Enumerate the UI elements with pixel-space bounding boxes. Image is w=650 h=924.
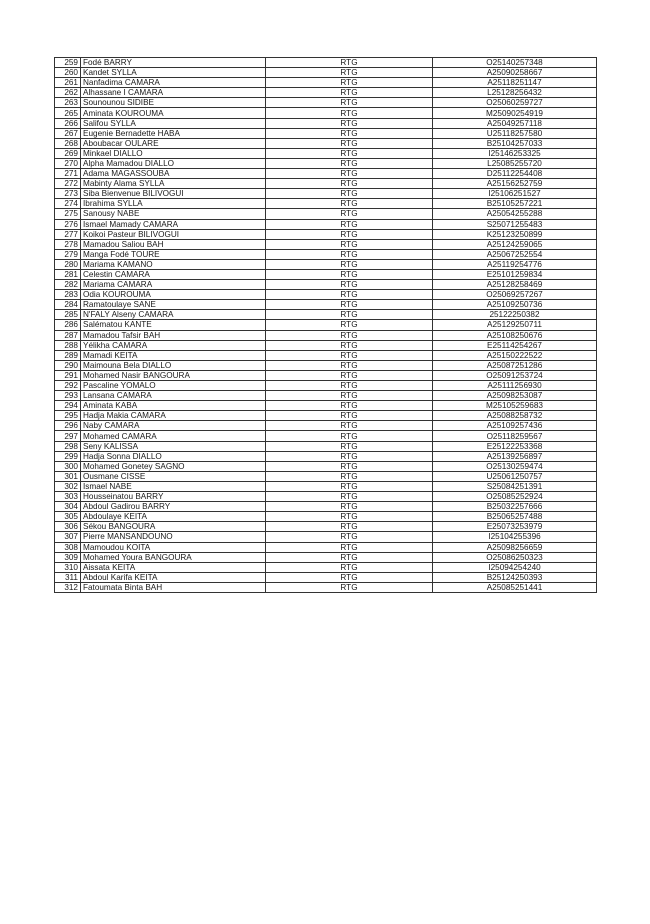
reference-code: A25124259065 bbox=[433, 239, 597, 249]
row-number: 304 bbox=[55, 502, 81, 512]
table-row bbox=[55, 209, 597, 219]
row-number: 280 bbox=[55, 259, 81, 269]
row-number: 305 bbox=[55, 512, 81, 522]
table-row bbox=[55, 128, 597, 138]
status-code: RTG bbox=[266, 522, 433, 532]
person-name: Aissata KEITA bbox=[81, 562, 266, 572]
reference-code: A25090258667 bbox=[433, 68, 597, 78]
reference-code: A25156252759 bbox=[433, 179, 597, 189]
reference-code: O25069257267 bbox=[433, 290, 597, 300]
reference-code: B25065257488 bbox=[433, 512, 597, 522]
person-name: Mamadou Tafsir BAH bbox=[81, 330, 266, 340]
person-name: Hadja Sonna DIALLO bbox=[81, 451, 266, 461]
status-code: RTG bbox=[266, 340, 433, 350]
reference-code: K25123250899 bbox=[433, 229, 597, 239]
row-number: 298 bbox=[55, 441, 81, 451]
status-code: RTG bbox=[266, 88, 433, 98]
person-name: Ibrahima SYLLA bbox=[81, 199, 266, 209]
status-code: RTG bbox=[266, 78, 433, 88]
person-name: Abdoul Gadirou BARRY bbox=[81, 502, 266, 512]
roster-table-body bbox=[55, 58, 597, 593]
status-code: RTG bbox=[266, 219, 433, 229]
row-number: 263 bbox=[55, 98, 81, 108]
status-code: RTG bbox=[266, 269, 433, 279]
person-name: Ousmane CISSE bbox=[81, 471, 266, 481]
row-number: 269 bbox=[55, 148, 81, 158]
reference-code: U25118257580 bbox=[433, 128, 597, 138]
table-row bbox=[55, 431, 597, 441]
table-row bbox=[55, 421, 597, 431]
table-row bbox=[55, 189, 597, 199]
row-number: 312 bbox=[55, 582, 81, 592]
table-row bbox=[55, 229, 597, 239]
reference-code: E25114254267 bbox=[433, 340, 597, 350]
table-row bbox=[55, 300, 597, 310]
table-row bbox=[55, 148, 597, 158]
table-row bbox=[55, 502, 597, 512]
person-name: Sanousy NABE bbox=[81, 209, 266, 219]
status-code: RTG bbox=[266, 411, 433, 421]
table-row bbox=[55, 118, 597, 128]
table-row bbox=[55, 108, 597, 118]
reference-code: M25105259683 bbox=[433, 401, 597, 411]
table-row bbox=[55, 219, 597, 229]
reference-code: O25130259474 bbox=[433, 461, 597, 471]
person-name: Celestin CAMARA bbox=[81, 269, 266, 279]
status-code: RTG bbox=[266, 300, 433, 310]
table-row bbox=[55, 98, 597, 108]
row-number: 296 bbox=[55, 421, 81, 431]
status-code: RTG bbox=[266, 189, 433, 199]
reference-code: A25054255288 bbox=[433, 209, 597, 219]
person-name: Aminata KABA bbox=[81, 401, 266, 411]
row-number: 295 bbox=[55, 411, 81, 421]
reference-code: A25087251286 bbox=[433, 360, 597, 370]
person-name: Salématou KANTE bbox=[81, 320, 266, 330]
reference-code: A25139256897 bbox=[433, 451, 597, 461]
status-code: RTG bbox=[266, 118, 433, 128]
table-row bbox=[55, 360, 597, 370]
row-number: 299 bbox=[55, 451, 81, 461]
row-number: 308 bbox=[55, 542, 81, 552]
person-name: Mohamed CAMARA bbox=[81, 431, 266, 441]
status-code: RTG bbox=[266, 461, 433, 471]
row-number: 310 bbox=[55, 562, 81, 572]
status-code: RTG bbox=[266, 320, 433, 330]
person-name: N'FALY Alseny CAMARA bbox=[81, 310, 266, 320]
person-name: Manga Fodé TOURE bbox=[81, 249, 266, 259]
row-number: 283 bbox=[55, 290, 81, 300]
table-row bbox=[55, 381, 597, 391]
row-number: 292 bbox=[55, 381, 81, 391]
reference-code: E25101259834 bbox=[433, 269, 597, 279]
table-row bbox=[55, 88, 597, 98]
status-code: RTG bbox=[266, 350, 433, 360]
table-row bbox=[55, 471, 597, 481]
row-number: 275 bbox=[55, 209, 81, 219]
reference-code: O25140257348 bbox=[433, 58, 597, 68]
row-number: 277 bbox=[55, 229, 81, 239]
reference-code: A25088258732 bbox=[433, 411, 597, 421]
person-name: Maimouna Bela DIALLO bbox=[81, 360, 266, 370]
reference-code: A25118251147 bbox=[433, 78, 597, 88]
row-number: 281 bbox=[55, 269, 81, 279]
status-code: RTG bbox=[266, 481, 433, 491]
person-name: Kandet SYLLA bbox=[81, 68, 266, 78]
status-code: RTG bbox=[266, 582, 433, 592]
status-code: RTG bbox=[266, 239, 433, 249]
person-name: Naby CAMARA bbox=[81, 421, 266, 431]
person-name: Mohamed Gonetey SAGNO bbox=[81, 461, 266, 471]
row-number: 297 bbox=[55, 431, 81, 441]
reference-code: M25090254919 bbox=[433, 108, 597, 118]
person-name: Eugenie Bernadette HABA bbox=[81, 128, 266, 138]
person-name: Mariama KAMANO bbox=[81, 259, 266, 269]
person-name: Housseinatou BARRY bbox=[81, 492, 266, 502]
table-row bbox=[55, 340, 597, 350]
status-code: RTG bbox=[266, 169, 433, 179]
status-code: RTG bbox=[266, 280, 433, 290]
reference-code: B25124250393 bbox=[433, 572, 597, 582]
person-name: Abdoul Karifa KEITA bbox=[81, 572, 266, 582]
table-row bbox=[55, 512, 597, 522]
person-name: Alpha Mamadou DIALLO bbox=[81, 158, 266, 168]
status-code: RTG bbox=[266, 391, 433, 401]
person-name: Aboubacar OULARE bbox=[81, 138, 266, 148]
table-row bbox=[55, 249, 597, 259]
reference-code: O25060259727 bbox=[433, 98, 597, 108]
row-number: 288 bbox=[55, 340, 81, 350]
person-name: Yélikha CAMARA bbox=[81, 340, 266, 350]
table-row bbox=[55, 158, 597, 168]
row-number: 285 bbox=[55, 310, 81, 320]
table-row bbox=[55, 522, 597, 532]
reference-code: A25129250711 bbox=[433, 320, 597, 330]
status-code: RTG bbox=[266, 542, 433, 552]
status-code: RTG bbox=[266, 441, 433, 451]
person-name: Koikoi Pasteur BILIVOGUI bbox=[81, 229, 266, 239]
row-number: 311 bbox=[55, 572, 81, 582]
table-row bbox=[55, 290, 597, 300]
person-name: Mariama CAMARA bbox=[81, 280, 266, 290]
row-number: 306 bbox=[55, 522, 81, 532]
status-code: RTG bbox=[266, 381, 433, 391]
person-name: Salifou SYLLA bbox=[81, 118, 266, 128]
status-code: RTG bbox=[266, 148, 433, 158]
reference-code: B25105257221 bbox=[433, 199, 597, 209]
reference-code: 25122250382 bbox=[433, 310, 597, 320]
person-name: Mabinty Alama SYLLA bbox=[81, 179, 266, 189]
reference-code: A25128258469 bbox=[433, 280, 597, 290]
table-row bbox=[55, 461, 597, 471]
person-name: Pierre MANSANDOUNO bbox=[81, 532, 266, 542]
person-name: Mamadou Saliou BAH bbox=[81, 239, 266, 249]
row-number: 265 bbox=[55, 108, 81, 118]
reference-code: I25106251527 bbox=[433, 189, 597, 199]
row-number: 266 bbox=[55, 118, 81, 128]
person-name: Hadja Makia CAMARA bbox=[81, 411, 266, 421]
reference-code: A25049257118 bbox=[433, 118, 597, 128]
row-number: 290 bbox=[55, 360, 81, 370]
reference-code: L25128256432 bbox=[433, 88, 597, 98]
person-name: Ramatoulaye SANE bbox=[81, 300, 266, 310]
reference-code: E25073253979 bbox=[433, 522, 597, 532]
person-name: Mamadi KEITA bbox=[81, 350, 266, 360]
status-code: RTG bbox=[266, 249, 433, 259]
reference-code: B25032257666 bbox=[433, 502, 597, 512]
status-code: RTG bbox=[266, 179, 433, 189]
row-number: 286 bbox=[55, 320, 81, 330]
row-number: 303 bbox=[55, 492, 81, 502]
table-row bbox=[55, 169, 597, 179]
table-row bbox=[55, 572, 597, 582]
reference-code: A25067252554 bbox=[433, 249, 597, 259]
row-number: 273 bbox=[55, 189, 81, 199]
table-row bbox=[55, 451, 597, 461]
status-code: RTG bbox=[266, 431, 433, 441]
table-row bbox=[55, 441, 597, 451]
person-name: Odia KOUROUMA bbox=[81, 290, 266, 300]
reference-code: O25085252924 bbox=[433, 492, 597, 502]
table-row bbox=[55, 199, 597, 209]
person-name: Fatoumata Binta BAH bbox=[81, 582, 266, 592]
person-name: Ismael Mamady CAMARA bbox=[81, 219, 266, 229]
reference-code: A25119254776 bbox=[433, 259, 597, 269]
table-row bbox=[55, 58, 597, 68]
table-row bbox=[55, 542, 597, 552]
row-number: 262 bbox=[55, 88, 81, 98]
row-number: 278 bbox=[55, 239, 81, 249]
reference-code: D25112254408 bbox=[433, 169, 597, 179]
table-row bbox=[55, 68, 597, 78]
table-row bbox=[55, 320, 597, 330]
person-name: Ismael NABE bbox=[81, 481, 266, 491]
reference-code: E25122253368 bbox=[433, 441, 597, 451]
row-number: 291 bbox=[55, 370, 81, 380]
row-number: 307 bbox=[55, 532, 81, 542]
table-row bbox=[55, 310, 597, 320]
status-code: RTG bbox=[266, 572, 433, 582]
reference-code: L25085255720 bbox=[433, 158, 597, 168]
table-row bbox=[55, 562, 597, 572]
table-row bbox=[55, 391, 597, 401]
row-number: 270 bbox=[55, 158, 81, 168]
status-code: RTG bbox=[266, 330, 433, 340]
row-number: 302 bbox=[55, 481, 81, 491]
reference-code: A25150222522 bbox=[433, 350, 597, 360]
reference-code: A25108250676 bbox=[433, 330, 597, 340]
row-number: 294 bbox=[55, 401, 81, 411]
status-code: RTG bbox=[266, 98, 433, 108]
status-code: RTG bbox=[266, 451, 433, 461]
row-number: 274 bbox=[55, 199, 81, 209]
reference-code: A25098253087 bbox=[433, 391, 597, 401]
person-name: Minkael DIALLO bbox=[81, 148, 266, 158]
person-name: Seny KALISSA bbox=[81, 441, 266, 451]
status-code: RTG bbox=[266, 199, 433, 209]
row-number: 293 bbox=[55, 391, 81, 401]
row-number: 271 bbox=[55, 169, 81, 179]
row-number: 261 bbox=[55, 78, 81, 88]
table-row bbox=[55, 78, 597, 88]
row-number: 259 bbox=[55, 58, 81, 68]
table-row bbox=[55, 259, 597, 269]
row-number: 289 bbox=[55, 350, 81, 360]
status-code: RTG bbox=[266, 401, 433, 411]
status-code: RTG bbox=[266, 108, 433, 118]
person-name: Aminata KOUROUMA bbox=[81, 108, 266, 118]
reference-code: A25085251441 bbox=[433, 582, 597, 592]
reference-code: A25111256930 bbox=[433, 381, 597, 391]
row-number: 282 bbox=[55, 280, 81, 290]
status-code: RTG bbox=[266, 58, 433, 68]
table-row bbox=[55, 411, 597, 421]
row-number: 284 bbox=[55, 300, 81, 310]
reference-code: B25104257033 bbox=[433, 138, 597, 148]
status-code: RTG bbox=[266, 209, 433, 219]
person-name: Siba Bienvenue BILIVOGUI bbox=[81, 189, 266, 199]
table-row bbox=[55, 532, 597, 542]
row-number: 272 bbox=[55, 179, 81, 189]
row-number: 267 bbox=[55, 128, 81, 138]
person-name: Fodé BARRY bbox=[81, 58, 266, 68]
table-row bbox=[55, 552, 597, 562]
table-row bbox=[55, 401, 597, 411]
status-code: RTG bbox=[266, 370, 433, 380]
status-code: RTG bbox=[266, 552, 433, 562]
reference-code: A25109250736 bbox=[433, 300, 597, 310]
table-row bbox=[55, 492, 597, 502]
table-row bbox=[55, 179, 597, 189]
table-row bbox=[55, 269, 597, 279]
reference-code: I25146253325 bbox=[433, 148, 597, 158]
status-code: RTG bbox=[266, 360, 433, 370]
reference-code: O25086250323 bbox=[433, 552, 597, 562]
status-code: RTG bbox=[266, 562, 433, 572]
reference-code: S25071255483 bbox=[433, 219, 597, 229]
row-number: 279 bbox=[55, 249, 81, 259]
status-code: RTG bbox=[266, 532, 433, 542]
status-code: RTG bbox=[266, 158, 433, 168]
table-row bbox=[55, 239, 597, 249]
reference-code: O25118259567 bbox=[433, 431, 597, 441]
status-code: RTG bbox=[266, 128, 433, 138]
row-number: 260 bbox=[55, 68, 81, 78]
row-number: 300 bbox=[55, 461, 81, 471]
table-row bbox=[55, 481, 597, 491]
status-code: RTG bbox=[266, 471, 433, 481]
status-code: RTG bbox=[266, 421, 433, 431]
reference-code: A25109257436 bbox=[433, 421, 597, 431]
table-row bbox=[55, 582, 597, 592]
row-number: 301 bbox=[55, 471, 81, 481]
row-number: 287 bbox=[55, 330, 81, 340]
table-row bbox=[55, 280, 597, 290]
row-number: 268 bbox=[55, 138, 81, 148]
status-code: RTG bbox=[266, 138, 433, 148]
person-name: Sékou BANGOURA bbox=[81, 522, 266, 532]
roster-table bbox=[54, 57, 597, 593]
status-code: RTG bbox=[266, 290, 433, 300]
person-name: Nanfadima CAMARA bbox=[81, 78, 266, 88]
row-number: 276 bbox=[55, 219, 81, 229]
status-code: RTG bbox=[266, 259, 433, 269]
person-name: Mohamed Nasir BANGOURA bbox=[81, 370, 266, 380]
person-name: Abdoulaye KEITA bbox=[81, 512, 266, 522]
status-code: RTG bbox=[266, 229, 433, 239]
status-code: RTG bbox=[266, 68, 433, 78]
person-name: Pascaline YOMALO bbox=[81, 381, 266, 391]
row-number: 309 bbox=[55, 552, 81, 562]
status-code: RTG bbox=[266, 492, 433, 502]
person-name: Sounounou SIDIBE bbox=[81, 98, 266, 108]
person-name: Adama MAGASSOUBA bbox=[81, 169, 266, 179]
table-row bbox=[55, 370, 597, 380]
table-row bbox=[55, 350, 597, 360]
table-row bbox=[55, 330, 597, 340]
table-row bbox=[55, 138, 597, 148]
reference-code: I25104255396 bbox=[433, 532, 597, 542]
status-code: RTG bbox=[266, 310, 433, 320]
status-code: RTG bbox=[266, 512, 433, 522]
reference-code: I25094254240 bbox=[433, 562, 597, 572]
status-code: RTG bbox=[266, 502, 433, 512]
person-name: Mohamed Youra BANGOURA bbox=[81, 552, 266, 562]
person-name: Mamoudou KOITA bbox=[81, 542, 266, 552]
reference-code: U25061250757 bbox=[433, 471, 597, 481]
reference-code: S25084251391 bbox=[433, 481, 597, 491]
reference-code: O25091253724 bbox=[433, 370, 597, 380]
reference-code: A25098256659 bbox=[433, 542, 597, 552]
person-name: Lansana CAMARA bbox=[81, 391, 266, 401]
person-name: Alhassane I CAMARA bbox=[81, 88, 266, 98]
